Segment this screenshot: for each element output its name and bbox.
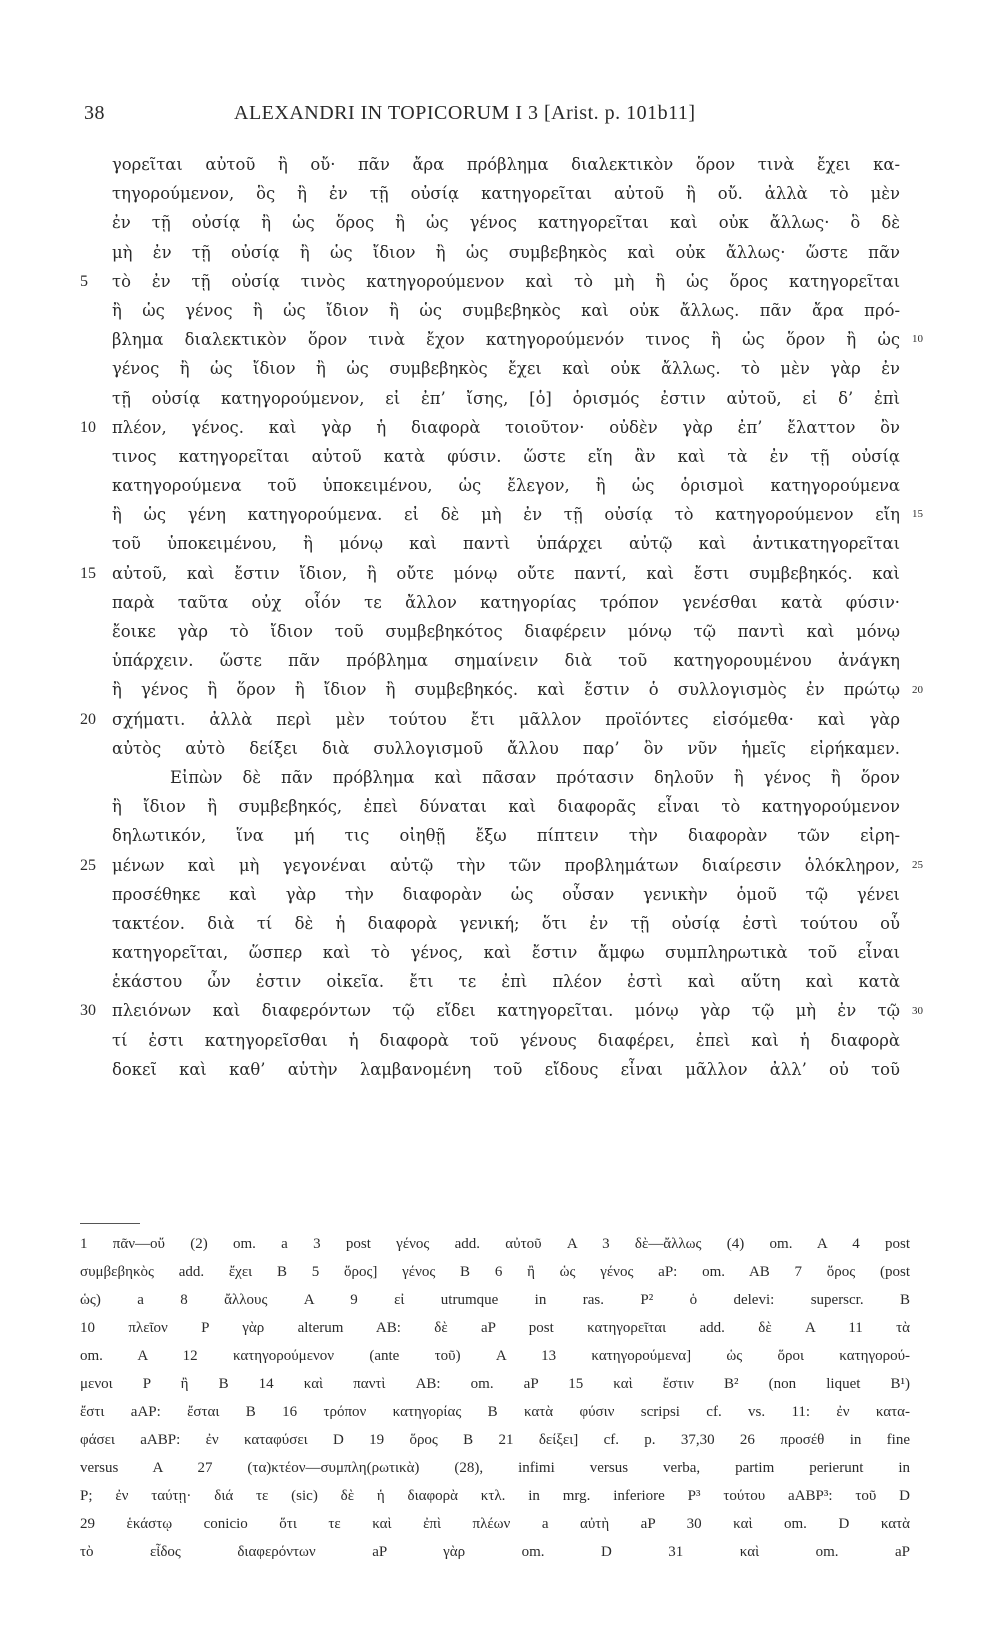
page-number: 38	[84, 102, 105, 124]
line-number: 25	[80, 856, 96, 874]
critical-apparatus	[80, 1230, 910, 1566]
line-number: 5	[80, 272, 88, 290]
margin-reference: 10	[912, 333, 923, 346]
text-line	[80, 675, 900, 704]
text-line	[80, 208, 900, 237]
apparatus-line: 1 πᾶν—οὔ (2) om. a 3 post γένος add. αὐτοῦ A 3 δὲ—ἄλλως (4) om. A 4 post	[80, 1236, 910, 1252]
text-line	[80, 500, 900, 529]
text-line	[80, 267, 900, 296]
line-text: μὴ ἐν τῇ οὐσίᾳ ἢ ὡς ἴδιον ἢ ὡς συμβεβηκὸς καὶ οὐκ ἄλλως· ὥστε πᾶν	[112, 242, 900, 262]
line-text: τί ἐστι κατηγορεῖσθαι ἡ διαφορὰ τοῦ γένους διαφέρει, ἐπεὶ καὶ ἡ διαφορὰ	[112, 1030, 900, 1050]
text-line	[80, 821, 900, 850]
line-text: γορεῖται αὐτοῦ ἢ οὔ· πᾶν ἄρα πρόβλημα διαλεκτικὸν ὅρον τινὰ ἔχει κα-	[112, 155, 900, 174]
text-line	[80, 588, 900, 617]
line-text: ἔοικε γὰρ τὸ ἴδιον τοῦ συμβεβηκότος διαφέρειν μόνῳ τῷ παντὶ καὶ μόνῳ	[112, 622, 900, 641]
line-text: ὑπάρχειν. ὥστε πᾶν πρόβλημα σημαίνειν διὰ τοῦ κατηγορουμένου ἀνάγκη	[112, 651, 900, 671]
text-line	[80, 354, 900, 383]
text-line	[80, 996, 900, 1025]
line-text: τακτέον. διὰ τί δὲ ἡ διαφορὰ γενική; ὅτι ἐν τῇ οὐσίᾳ ἐστὶ τούτου οὗ	[112, 913, 900, 933]
margin-reference: 20	[912, 683, 923, 696]
running-header	[84, 102, 920, 136]
margin-reference: 15	[912, 508, 923, 521]
text-line	[80, 384, 900, 413]
apparatus-line: μενοι P ἢ B 14 καὶ παντὶ AB: om. aP 15 καὶ ἔστιν B² (non liquet B¹)	[80, 1376, 910, 1392]
text-line	[80, 442, 900, 471]
line-text: δηλωτικόν, ἵνα μή τις οἰηθῇ ἔξω πίπτειν τὴν διαφορὰν τῶν εἰρη-	[112, 826, 900, 846]
line-number: 15	[80, 564, 96, 582]
line-number: 20	[80, 710, 96, 728]
line-text: κατηγορούμενα τοῦ ὑποκειμένου, ὡς ἔλεγον, ἢ ὡς ὁρισμοὶ κατηγορούμενα	[112, 476, 900, 496]
text-line	[80, 179, 900, 208]
line-text: Εἰπὼν δὲ πᾶν πρόβλημα καὶ πᾶσαν πρότασιν δηλοῦν ἢ γένος ἢ ὅρον	[170, 767, 900, 787]
line-text: ἢ γένος ἢ ὅρον ἢ ἴδιον ἢ συμβεβηκός. καὶ ἔστιν ὁ συλλογισμὸς ἐν πρώτῳ	[112, 680, 900, 700]
apparatus-line: 29 ἑκάστῳ conicio ὅτι τε καὶ ἐπὶ πλέων a αὐτὴ aP 30 καὶ om. D κατὰ	[80, 1516, 910, 1532]
apparatus-line: om. A 12 κατηγορούμενον (ante τοῦ) A 13 κατηγορούμενα] ὡς ὅροι κατηγορού-	[80, 1348, 910, 1364]
line-text: τῇ οὐσίᾳ κατηγορούμενον, εἰ ἐπ’ ἴσης, [ὁ] ὁρισμός ἐστιν αὐτοῦ, εἰ δ’ ἐπὶ	[112, 388, 900, 408]
text-line	[80, 559, 900, 588]
line-text: ἐν τῇ οὐσίᾳ ἢ ὡς ὅρος ἢ ὡς γένος κατηγορεῖται καὶ οὐκ ἄλλως· ὃ δὲ	[112, 213, 900, 233]
line-text: πλέον, γένος. καὶ γὰρ ἡ διαφορὰ τοιοῦτον· οὐδὲν γὰρ ἐπ’ ἔλαττον ὂν	[112, 417, 900, 437]
line-text: ἢ ὡς γένος ἢ ὡς ἴδιον ἢ ὡς συμβεβηκὸς καὶ οὐκ ἄλλως. πᾶν ἄρα πρό-	[112, 300, 900, 320]
text-line	[80, 471, 900, 500]
margin-reference: 25	[912, 858, 923, 871]
apparatus-line: versus A 27 (τα)κτέον—συμπλη(ρωτικὰ) (28), infimi versus verba, partim perierunt in	[80, 1460, 910, 1476]
text-line	[80, 150, 900, 179]
text-line	[80, 792, 900, 821]
apparatus-line: τὸ εἶδος διαφερόντων aP γὰρ om. D 31 καὶ om. aP	[80, 1544, 910, 1560]
line-text: αὐτὸς αὐτὸ δείξει διὰ συλλογισμοῦ ἄλλου παρ’ ὃν νῦν ἡμεῖς εἰρήκαμεν.	[112, 738, 900, 758]
apparatus-line: 10 πλεῖον P γὰρ alterum AB: δὲ aP post κατηγορεῖται add. δὲ A 11 τὰ	[80, 1320, 910, 1336]
text-line	[80, 763, 900, 792]
line-text: δοκεῖ καὶ καθ’ αὑτὴν λαμβανομένη τοῦ εἴδους εἶναι μᾶλλον ἀλλ’ οὐ τοῦ	[112, 1059, 900, 1079]
line-text: τηγορούμενον, ὃς ἢ ἐν τῇ οὐσίᾳ κατηγορεῖται αὐτοῦ ἢ οὔ. ἀλλὰ τὸ μὲν	[112, 184, 900, 204]
apparatus-line: ὡς) a 8 ἄλλους A 9 εἰ utrumque in ras. P² ὁ delevi: superscr. B	[80, 1292, 910, 1308]
text-line	[80, 413, 900, 442]
line-text: μένων καὶ μὴ γεγονέναι αὐτῷ τὴν τῶν προβλημάτων διαίρεσιν ὁλόκληρον,	[112, 855, 900, 875]
line-text: σχήματι. ἀλλὰ περὶ μὲν τούτου ἔτι μᾶλλον προϊόντες εἰσόμεθα· καὶ γὰρ	[112, 709, 900, 729]
line-text: προσέθηκε καὶ γὰρ τὴν διαφορὰν ὡς οὖσαν γενικὴν ὁμοῦ τῷ γένει	[112, 884, 900, 904]
apparatus-line: φάσει aABP: ἐν καταφύσει D 19 ὅρος B 21 δείξει] cf. p. 37,30 26 προσέθ in fine	[80, 1432, 910, 1448]
line-text: παρὰ ταῦτα οὐχ οἷόν τε ἄλλον κατηγορίας τρόπον γενέσθαι κατὰ φύσιν·	[112, 592, 900, 612]
main-text	[80, 150, 900, 1084]
line-text: πλειόνων καὶ διαφερόντων τῷ εἴδει κατηγορεῖται. μόνῳ γὰρ τῷ μὴ ἐν τῷ	[112, 1001, 900, 1021]
text-line	[80, 1055, 900, 1084]
line-text: αὐτοῦ, καὶ ἔστιν ἴδιον, ἢ οὔτε μόνῳ οὔτε παντί, καὶ ἔστι συμβεβηκός. καὶ	[112, 563, 900, 583]
line-text: βλημα διαλεκτικὸν ὅρον τινὰ ἔχον κατηγορούμενόν τινος ἢ ὡς ὅρον ἢ ὡς	[112, 330, 900, 350]
text-line	[80, 646, 900, 675]
line-text: ἑκάστου ὧν ἐστιν οἰκεῖα. ἔτι τε ἐπὶ πλέον ἐστὶ καὶ αὕτη καὶ κατὰ	[112, 972, 900, 992]
text-line	[80, 909, 900, 938]
text-line	[80, 529, 900, 558]
text-line	[80, 938, 900, 967]
line-text: ἢ ἴδιον ἢ συμβεβηκός, ἐπεὶ δύναται καὶ διαφορᾶς εἶναι τὸ κατηγορούμενον	[112, 797, 900, 817]
running-title: ALEXANDRI IN TOPICORUM I 3 [Arist. p. 101b11]	[234, 102, 696, 124]
line-text: τὸ ἐν τῇ οὐσίᾳ τινὸς κατηγορούμενον καὶ τὸ μὴ ἢ ὡς ὅρος κατηγορεῖται	[112, 271, 900, 291]
line-text: ἢ ὡς γένη κατηγορούμενα. εἰ δὲ μὴ ἐν τῇ οὐσίᾳ τὸ κατηγορούμενον εἴη	[112, 505, 900, 525]
text-line	[80, 1026, 900, 1055]
text-line	[80, 617, 900, 646]
text-line	[80, 296, 900, 325]
text-line	[80, 734, 900, 763]
text-line	[80, 325, 900, 354]
footnote-rule	[80, 1223, 140, 1224]
text-line	[80, 967, 900, 996]
apparatus-line: συμβεβηκὸς add. ἔχει B 5 ὅρος] γένος B 6 ἢ ὡς γένος aP: om. AB 7 ὅρος (post	[80, 1264, 910, 1280]
line-text: τοῦ ὑποκειμένου, ἢ μόνῳ καὶ παντὶ ὑπάρχει αὐτῷ καὶ ἀντικατηγορεῖται	[112, 534, 900, 554]
text-line	[80, 851, 900, 880]
apparatus-line: ἔστι aAP: ἔσται B 16 τρόπον κατηγορίας B κατὰ φύσιν scripsi cf. vs. 11: ἐν κατα-	[80, 1404, 910, 1420]
apparatus-line: P; ἐν ταύτῃ· διά τε (sic) δὲ ἡ διαφορὰ κτλ. in mrg. inferiore P³ τούτου aABP³: τοῦ D	[80, 1488, 910, 1504]
text-line	[80, 705, 900, 734]
text-line	[80, 880, 900, 909]
line-text: τινος κατηγορεῖται αὐτοῦ κατὰ φύσιν. ὥστε εἴη ἂν καὶ τὰ ἐν τῇ οὐσίᾳ	[112, 446, 900, 466]
margin-reference: 30	[912, 1004, 923, 1017]
text-line	[80, 238, 900, 267]
line-number: 30	[80, 1002, 96, 1020]
line-number: 10	[80, 418, 96, 436]
line-text: κατηγορεῖται, ὥσπερ καὶ τὸ γένος, καὶ ἔστιν ἄμφω συμπληρωτικὰ τοῦ εἶναι	[112, 943, 900, 963]
line-text: γένος ἢ ὡς ἴδιον ἢ ὡς συμβεβηκὸς ἔχει καὶ οὐκ ἄλλως. τὸ μὲν γὰρ ἐν	[112, 359, 900, 379]
